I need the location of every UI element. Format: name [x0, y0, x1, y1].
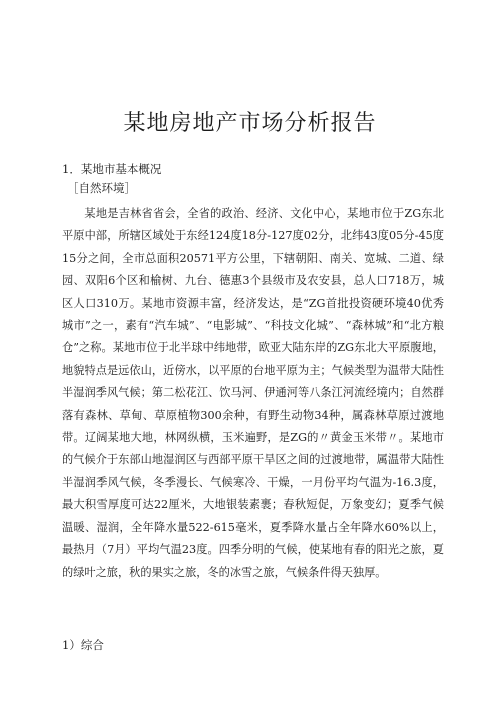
body-paragraph: 某地是吉林省省会，全省的政治、经济、文化中心，某地市位于ZG东北平原中部，所辖区域处于东经124度18分-127度02分，北纬43度05分-45度15分之间，全市总面积20571平方公里，下辖朝阳、南关、宽城、二道、绿园、双阳6个区和榆树、九台、德惠3个县级市及农安县，总人口718万，城区人口310万。某地市资源丰富，经济发达，是“ZG首批投资硬环境40优秀城市”之一，素有“汽车城”、“电影城”、“科技文化城”、“森林城”和“北方粮仓”之称。某地市位于北半球中纬地带，欧亚大陆东岸的ZG东北大平原腹地，地貌特点是远依山，近傍水，以平原的台地平原为主；气候类型为温带大陆性半湿润季风气候；第二松花江、饮马河、伊通河等八条江河流经境内；自然群落有森林、草甸、草原植物300余种，有野生动物34种，属森林草原过渡地带。辽阔某地大地，林网纵横，玉米遍野，是ZG的〃黄金玉米带〃。某地市的气候介于东部山地湿润区与西部平原干旱区之间的过渡地带，属温带大陆性半湿润季风气候，冬季漫长、气候寒冷、干燥，一月份平均气温为-16.3度，最大积雪厚度可达22厘米，大地银装素裹；春秋短促，万象变幻；夏季气候温暖、湿润，全年降水量522-615毫米，夏季降水量占全年降水60%以上，最热月（7月）平均气温23度。四季分明的气候，使某地有春的阳光之旅，夏的绿叶之旅，秋的果实之旅，冬的冰雪之旅，气候条件得天独厚。	[62, 207, 444, 579]
document-title: 某地房地产市场分析报告	[123, 111, 377, 136]
section-heading: 1．某地市基本概况	[62, 162, 162, 176]
sub-heading: ［自然环境］	[67, 181, 136, 195]
subsection-heading: 1）综合	[62, 638, 104, 652]
